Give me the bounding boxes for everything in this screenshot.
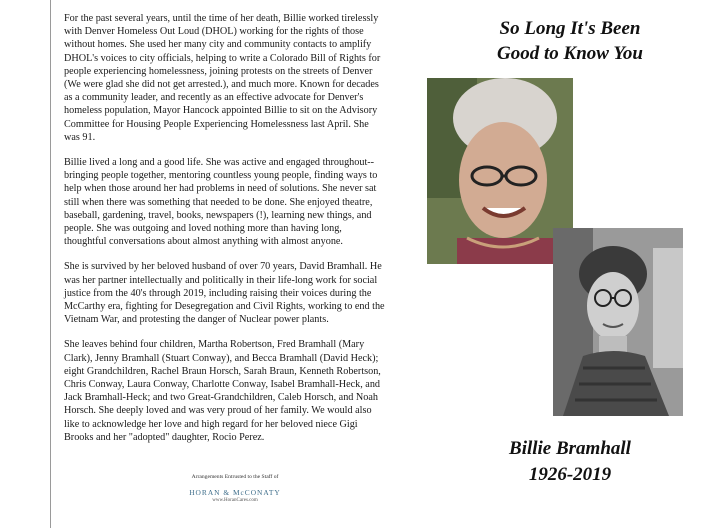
title-line-1: So Long It's Been	[499, 18, 641, 39]
deceased-name-block	[470, 436, 670, 488]
young-portrait-photo	[553, 228, 683, 416]
memorial-title	[470, 16, 670, 66]
elderly-portrait-photo	[427, 78, 573, 264]
title-line-2: Good to Know You	[497, 43, 643, 64]
obituary-text-column	[64, 12, 386, 456]
obituary-paragraph-2: Billie lived a long and a good life. She was active and engaged throughout-- bringing people together, mentoring countless young people, finding ways to help when those around her had problems in need of solutions. She never sat still when there was something that needed to be done. She enjoyed theatre, baseball, gardening, travel, books, newspapers (!), learning new things, and people. She was outgoing and loved nothing more than having long, thoughtful conversations about almost anything with almost anyone.	[64, 157, 378, 248]
deceased-name: Billie Bramhall	[509, 438, 631, 459]
obituary-paragraph-3: She is survived by her beloved husband of over 70 years, David Bramhall. He was her partner intellectually and politically in their life-long work for social justice from the 40's through 2019, including raising their voices during the McCarthy era, fighting for Desegregation and Civil Rights, working to end the Vietnam War, and protesting the danger of Nuclear power plants.	[64, 261, 385, 326]
obituary-paragraph-1: For the past several years, until the time of her death, Billie worked tirelessly with Denver Homeless Out Loud (DHOL) working for the rights of those without homes. She used her many city and community contacts to amplify DHOL's voices to city officials, helping to write a Colorado Bill of Rights for people experiencing homelessness, joining protests on the streets of Denver (We were glad she did not get arrested.), and much more. Known for decades as a community leader, and recently as an effective advocate for Denver's homeless population, Mayor Hancock appointed Billie to sit on the Advisory Committee for Housing People Experiencing Homelessness last April. She was 91.	[64, 13, 381, 143]
funeral-credits	[150, 474, 320, 503]
young-portrait-drawing	[553, 228, 683, 416]
elderly-portrait-drawing	[427, 78, 573, 264]
funeral-home-logo: HORAN & McCONATY	[189, 488, 281, 497]
funeral-home-website: www.HoranCares.com	[212, 498, 258, 503]
arrangements-text: Arrangements Entrusted to the Staff of	[191, 474, 279, 480]
life-dates: 1926-2019	[528, 464, 612, 485]
obituary-paragraph-4: She leaves behind four children, Martha Robertson, Fred Bramhall (Mary Clark), Jenny Bramhall (Stuart Conway), and Becca Bramhall (David Heck); eight Grandchildren, Rachel Braun Horsch, Sarah Braun, Kenneth Robertson, Chris Conway, Laura Conway, Charlotte Conway, Isabel Bramhall-Heck, and Jack Bramhall-Heck; and two Great-Grandchildren, Caleb Horsch, and Noah Horsch. She deeply loved and was very proud of her family. We would also like to acknowledge her love and high regard for her beloved niece Gigi Brooks and her "adopted" daughter, Rocio Perez.	[64, 339, 381, 443]
page-fold-divider	[50, 0, 51, 528]
